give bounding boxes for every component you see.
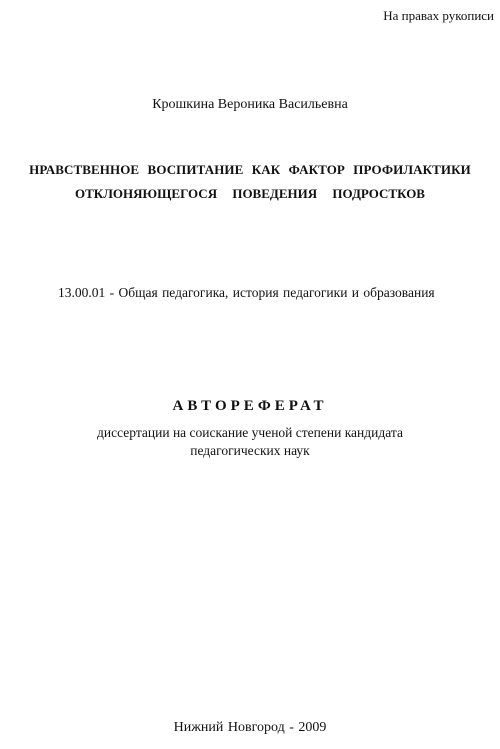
title-line-2: ОТКЛОНЯЮЩЕГОСЯ ПОВЕДЕНИЯ ПОДРОСТКОВ	[75, 186, 425, 201]
city-year: Нижний Новгород - 2009	[173, 720, 327, 735]
rights-note: На правах рукописи	[383, 8, 494, 23]
title-line-1: НРАВСТВЕННОЕ ВОСПИТАНИЕ КАК ФАКТОР ПРОФИЛАКТИКИ	[29, 162, 471, 177]
degree-purpose-line-1: диссертации на соискание ученой степени кандидата	[97, 425, 403, 440]
degree-purpose-line-2: педагогических наук	[190, 443, 310, 458]
document-type-heading: АВТОРЕФЕРАТ	[172, 398, 328, 414]
degree-purpose	[0, 424, 500, 460]
author-name: Крошкина Вероника Васильевна	[152, 97, 348, 112]
dissertation-title	[0, 158, 500, 206]
specialty-code: 13.00.01 - Общая педагогика, история педагогики и образования	[58, 285, 435, 300]
